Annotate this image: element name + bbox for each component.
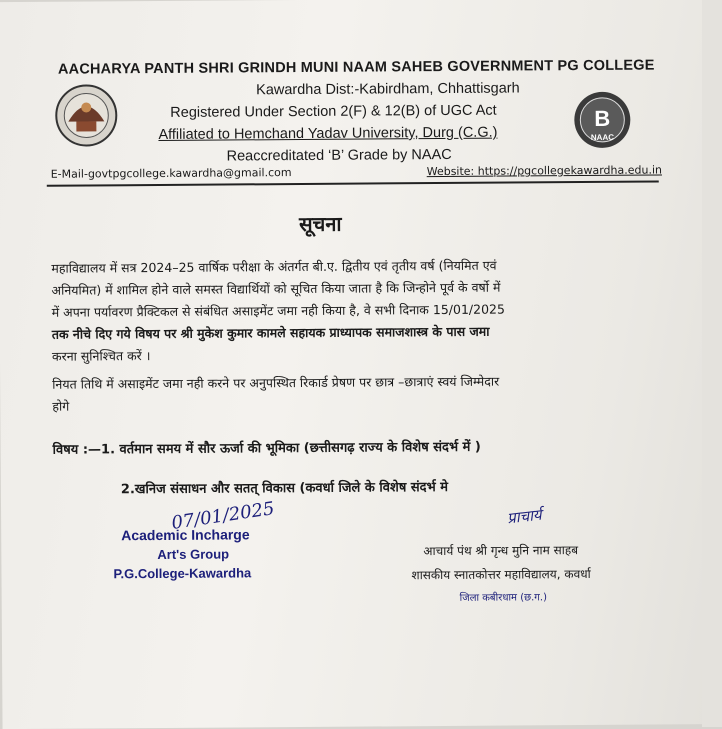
principal-stamp-line: जिला कबीरधाम (छ.ग.)	[459, 592, 548, 604]
incharge-stamp-line: P.G.College-Kawardha	[113, 565, 252, 582]
header-divider	[47, 180, 659, 186]
college-email: E-Mail-govtpgcollege.kawardha@gmail.com	[50, 166, 292, 181]
incharge-stamp-line: Academic Incharge	[121, 526, 250, 544]
para1-line: में अपना पर्यावरण प्रैक्टिकल से संबंधित असाइमेंट जमा नही किया है, वे सभी दिनाक 15/01/2025	[51, 301, 505, 320]
notice-paragraph-2	[52, 371, 499, 418]
naac-badge-label: NAAC	[590, 132, 615, 142]
notice-title: सूचना	[298, 211, 342, 237]
para2-line: होगे	[52, 398, 70, 414]
naac-accreditation: Reaccreditated ‘B’ Grade by NAAC	[226, 146, 452, 165]
adjacent-page-edge	[702, 0, 722, 727]
ugc-registration: Registered Under Section 2(F) & 12(B) of UGC Act	[170, 102, 497, 121]
naac-badge-icon	[572, 90, 632, 152]
college-name: AACHARYA PANTH SHRI GRINDH MUNI NAAM SAHEB GOVERNMENT PG COLLEGE	[57, 57, 655, 78]
incharge-signature-date: 07/01/2025	[170, 498, 276, 535]
college-website: Website: https://pgcollegekawardha.edu.in	[426, 163, 663, 179]
principal-stamp	[411, 538, 591, 611]
notice-paragraph-1	[51, 255, 505, 368]
para1-line: महाविद्यालय में सत्र 2024–25 वार्षिक परीक्षा के अंतर्गत बी.ए. द्वितीय एवं तृतीय वर्ष (नियमित एवं	[51, 257, 497, 276]
subject-2: 2.खनिज संसाधन और सतत् विकास (कवर्धा जिले के विशेष संदर्भ मे	[120, 479, 449, 498]
para1-line: अनियमित) में शामिल होने वाले समस्त विद्यार्थियों को सूचित किया जाता है कि जिन्होने पूर्व के वर्षो में	[51, 279, 501, 298]
para1-line: तक नीचे दिए गये विषय पर श्री मुकेश कुमार कामले सहायक प्राध्यापक समाजशास्त्र के पास जमा	[51, 323, 490, 342]
naac-badge-letter: B	[594, 105, 611, 131]
para2-line: नियत तिथि में असाइमेंट जमा नही करने पर अनुपस्थित रिकार्ड प्रेषण पर छात्र –छात्राएं स्वयं जिम्मेदार	[52, 373, 500, 392]
university-affiliation: Affiliated to Hemchand Yadav University, Durg (C.G.)	[158, 124, 498, 143]
college-location: Kawardha Dist:-Kabirdham, Chhattisgarh	[256, 80, 520, 99]
principal-stamp-line: आचार्य पंथ श्री गृन्ध मुनि नाम साहब	[423, 543, 579, 559]
college-logo	[54, 83, 118, 147]
incharge-stamp-line: Art's Group	[157, 546, 230, 563]
academic-incharge-stamp	[113, 525, 251, 583]
principal-stamp-line: शासकीय स्नातकोत्तर महाविद्यालय, कवर्धा	[411, 566, 591, 583]
para1-line: करना सुनिश्चित करें ।	[51, 348, 151, 364]
principal-signature: प्राचार्य	[506, 505, 543, 528]
subject-1: विषय :—1. वर्तमान समय में सौर ऊर्जा की भूमिका (छत्तीसगढ़ राज्य के विशेष संदर्भ में )	[52, 439, 481, 458]
